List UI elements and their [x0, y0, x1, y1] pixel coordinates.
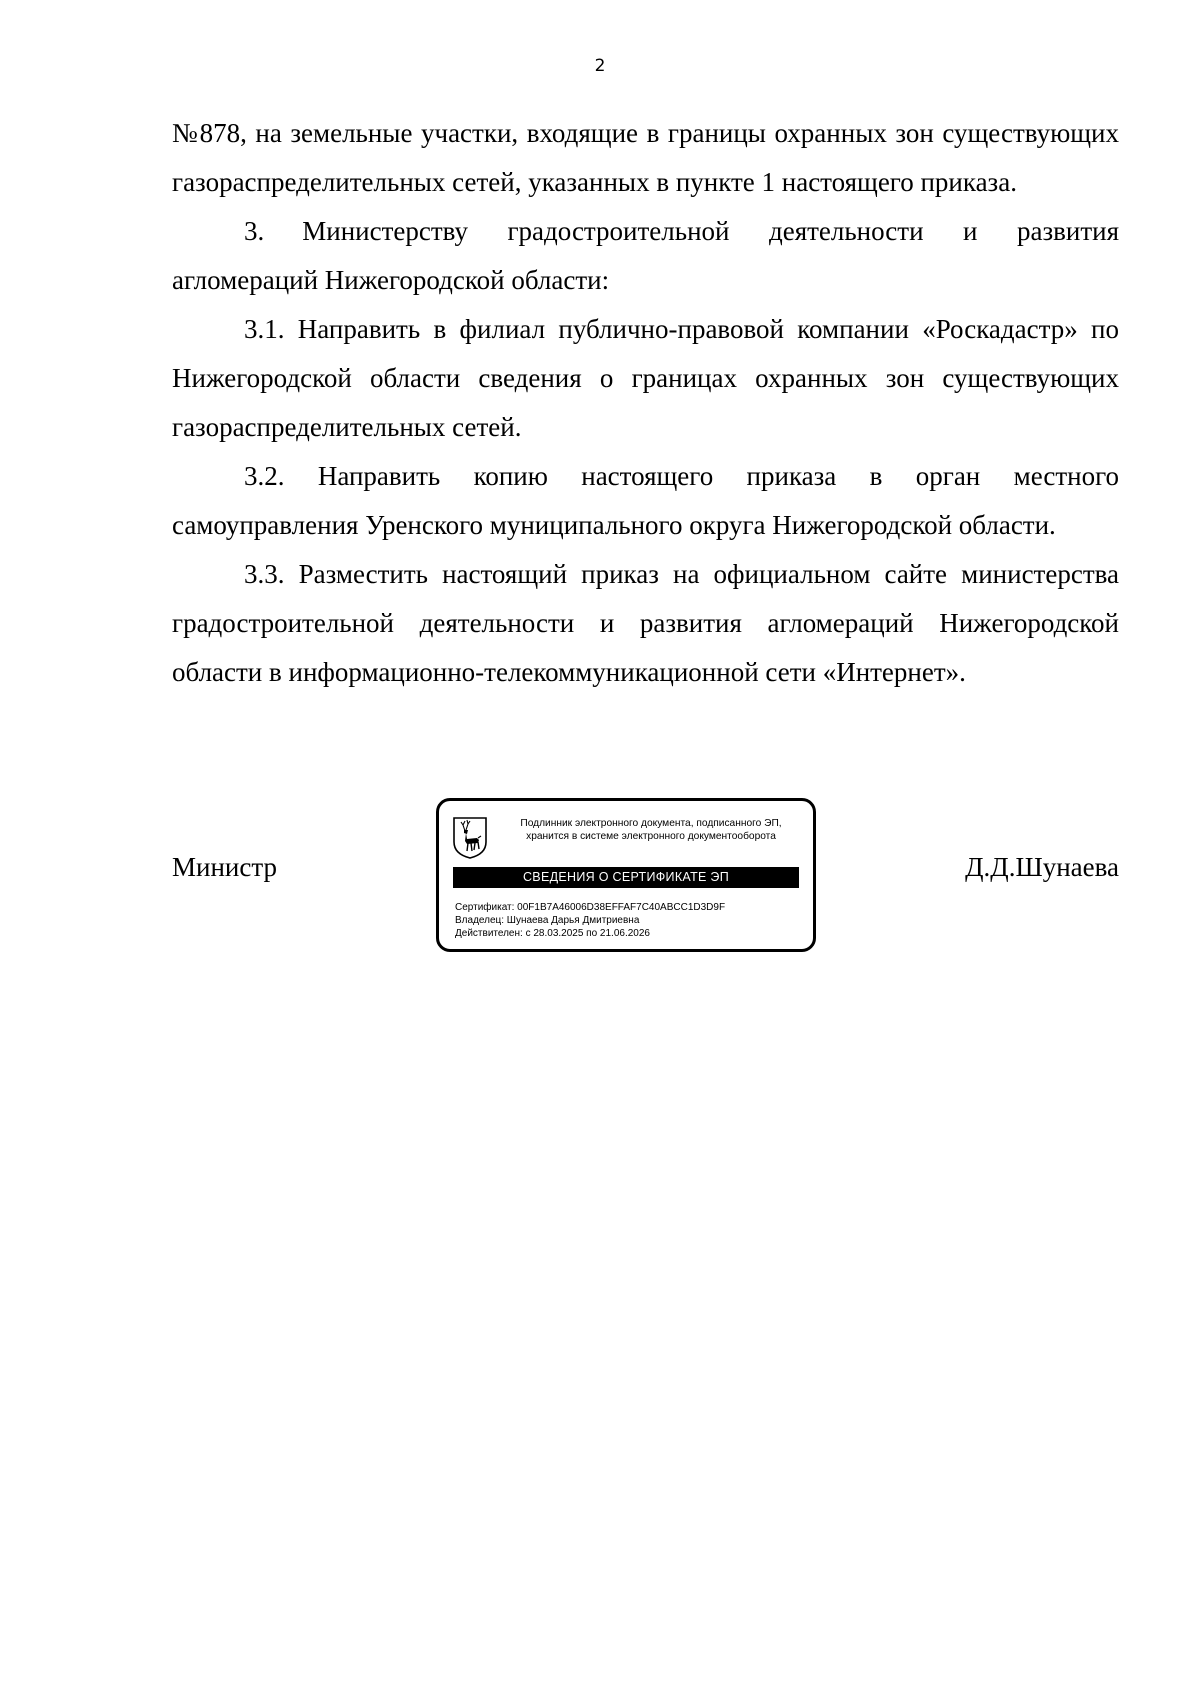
paragraph-item-3-1: 3.1. Направить в филиал публично-правовой компании «Роскадастр» по Нижегородской области сведения о границах охранных зон существующих газораспределительных сетей.: [172, 314, 1119, 442]
item-3-number: 3.: [244, 216, 265, 246]
stamp-title-bar: СВЕДЕНИЯ О СЕРТИФИКАТЕ ЭП: [453, 867, 799, 888]
certificate-number: Сертификат: 00F1B7A46006D38EFFAF7C40ABCC1D3D9F: [455, 902, 726, 913]
signer-position: Министр: [172, 852, 277, 882]
paragraph-continuation: №878, на земельные участки, входящие в границы охранных зон существующих газораспределительных сетей, указанных в пункте 1 настоящего приказа.: [172, 118, 1119, 197]
stamp-header: [495, 817, 807, 843]
coat-of-arms-icon: [452, 816, 488, 860]
stamp-header-line-2: хранится в системе электронного документооборота: [526, 831, 776, 842]
item-3-text: Министерству градостроительной деятельности и развития агломераций Нижегородской области:: [172, 216, 1119, 295]
certificate-owner: Владелец: Шунаева Дарья Дмитриевна: [455, 915, 640, 926]
paragraph-item-3-3: 3.3. Разместить настоящий приказ на официальном сайте министерства градостроительной деятельности и развития агломераций Нижегородской области в информационно-телекоммуникационной сети «Интернет».: [172, 559, 1119, 687]
stamp-details: [455, 901, 805, 940]
electronic-signature-stamp: [436, 798, 816, 952]
signer-name: Д.Д.Шунаева: [965, 852, 1119, 882]
page-number: 2: [594, 56, 606, 76]
paragraph-item-3-2: 3.2. Направить копию настоящего приказа в орган местного самоуправления Уренского муниципального округа Нижегородской области.: [172, 461, 1119, 540]
document-body: [172, 109, 1119, 697]
paragraph-item-3: [172, 207, 1119, 305]
certificate-validity: Действителен: с 28.03.2025 по 21.06.2026: [455, 928, 650, 939]
stamp-header-line-1: Подлинник электронного документа, подписанного ЭП,: [520, 818, 782, 829]
